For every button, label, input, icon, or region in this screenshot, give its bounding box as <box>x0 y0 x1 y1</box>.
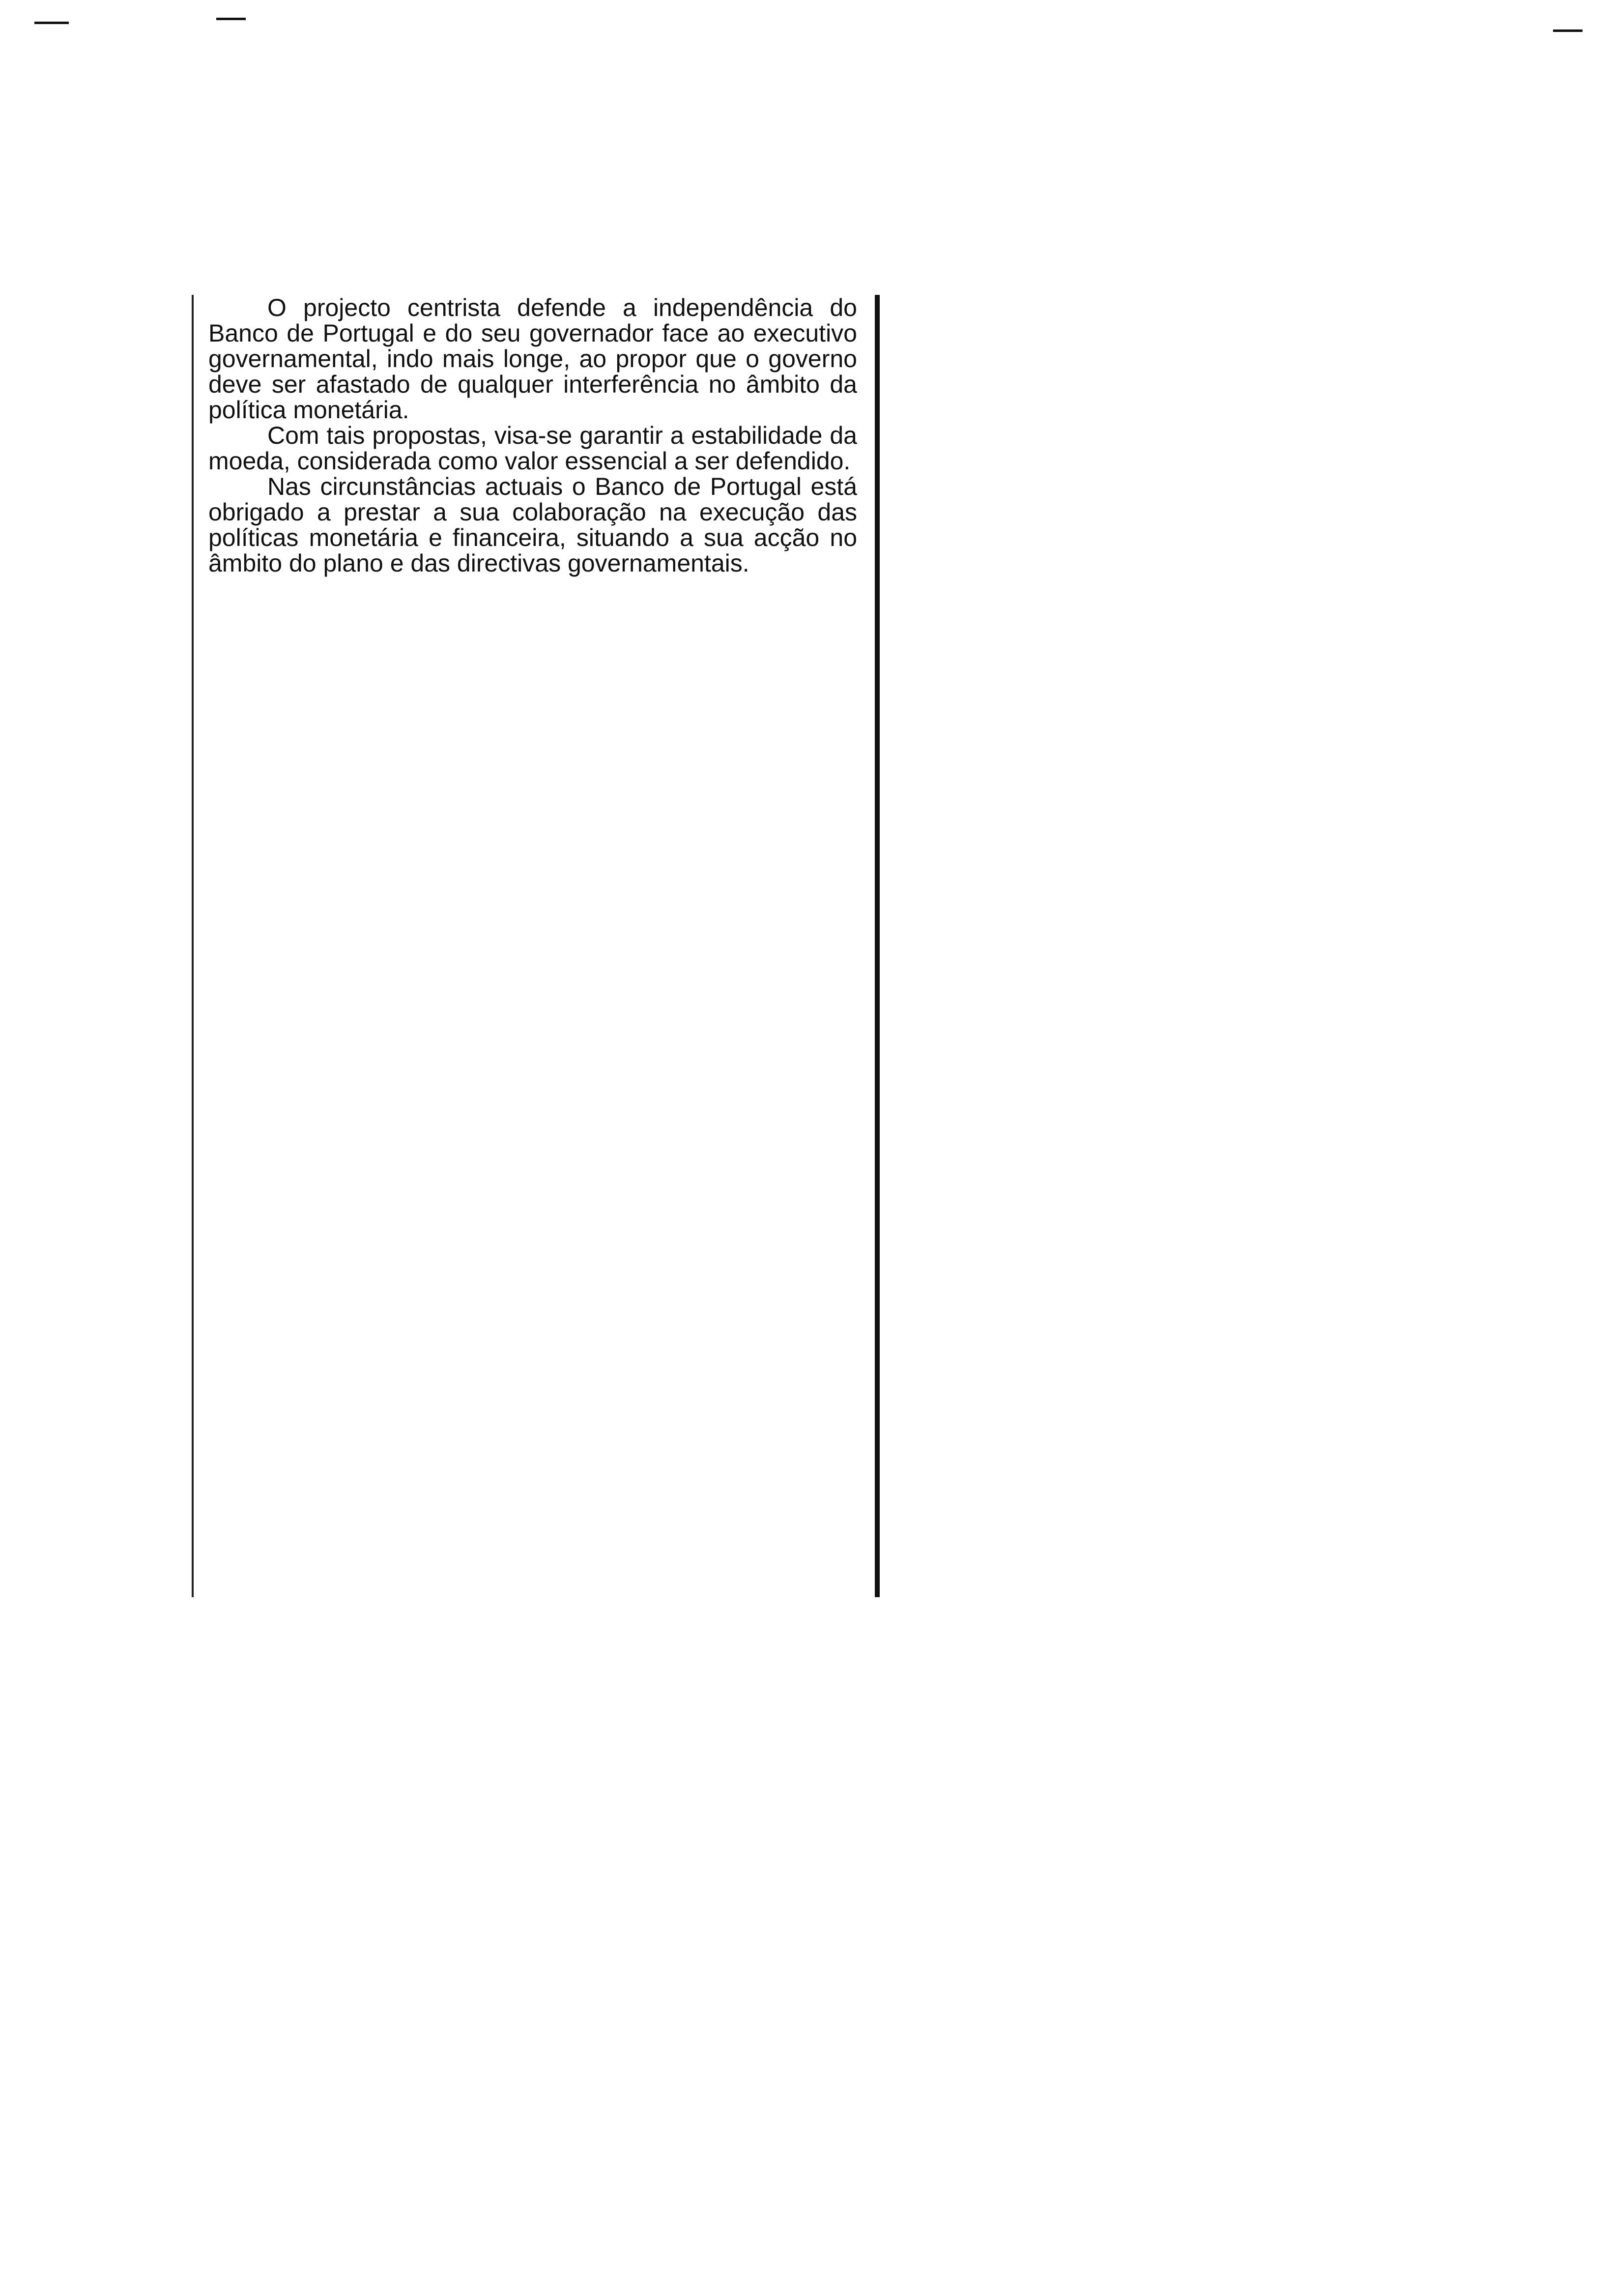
article-paragraph: O projecto centrista defende a independência do Banco de Portugal e do seu governador face ao executivo governamental, indo mais longe, ao propor que o governo deve ser afastado de qualquer interferência no âmbito da política monetária. <box>208 294 857 424</box>
scan-mark-top-right <box>1553 29 1583 32</box>
newspaper-clipping <box>192 295 877 1597</box>
article-paragraph: Com tais propostas, visa-se garantir a estabilidade da moeda, considerada como valor essencial a ser defendido. <box>208 422 857 475</box>
scan-mark-top-center <box>216 18 246 20</box>
article-column-left <box>208 295 857 576</box>
column-rule <box>875 295 880 1597</box>
scan-mark-top-left <box>34 22 69 24</box>
article-paragraph: Nas circunstâncias actuais o Banco de Portugal está obrigado a prestar a sua colaboração na execução das políticas monetária e financeira, situando a sua acção no âmbito do plano e das directivas governamentais. <box>208 473 857 577</box>
